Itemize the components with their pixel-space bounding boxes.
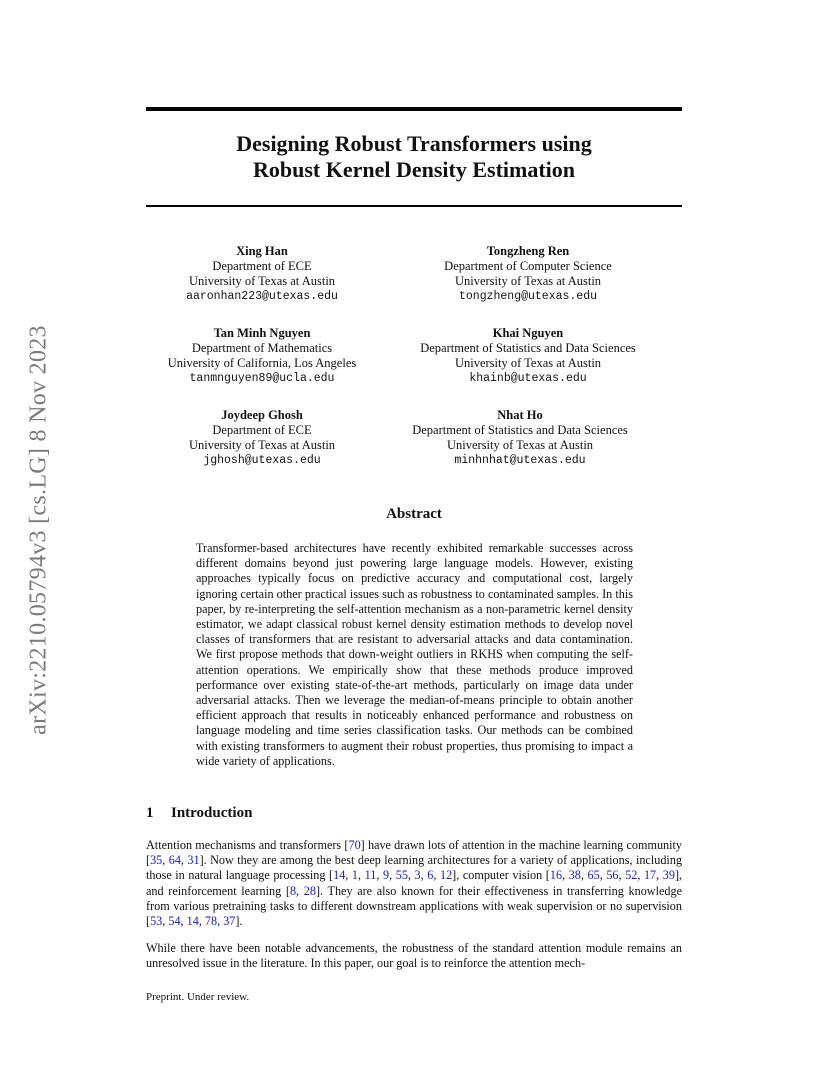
- text-run: ]. They are also known for their effectiveness in transferring knowledge from various pretraining tasks to different downstream applications with weak supervision or no supervision [: [146, 883, 682, 929]
- citation-link[interactable]: 56: [606, 868, 619, 883]
- author-institution: University of Texas at Austin: [446, 438, 594, 452]
- text-run: ,: [618, 868, 626, 883]
- author-name: Joydeep Ghosh: [221, 408, 303, 422]
- text-run: ,: [433, 868, 440, 883]
- text-run: ,: [420, 868, 428, 883]
- citation-link[interactable]: 16: [549, 868, 563, 883]
- citation-link[interactable]: 37: [223, 914, 236, 929]
- citation-link[interactable]: 9: [383, 868, 390, 883]
- citation-link[interactable]: 3: [414, 868, 421, 883]
- text-run: ,: [345, 868, 352, 883]
- text-run: ,: [580, 868, 588, 883]
- citation-link[interactable]: 31: [187, 853, 200, 868]
- citation-link[interactable]: 38: [568, 868, 581, 883]
- text-run: ,: [180, 853, 188, 868]
- text-run: ,: [358, 868, 365, 883]
- author-department: Department of Statistics and Data Sciences: [412, 423, 628, 437]
- author-institution: University of Texas at Austin: [188, 438, 336, 452]
- intro-paragraph-1: [146, 838, 682, 929]
- citation-link[interactable]: 17: [643, 868, 657, 883]
- citation-link[interactable]: 1: [351, 868, 358, 883]
- author-block: [398, 244, 658, 304]
- text-run: ,: [162, 914, 169, 929]
- citation-link[interactable]: 39: [662, 868, 675, 883]
- text-run: ,: [562, 868, 569, 883]
- text-run: ,: [637, 868, 644, 883]
- text-run: ]. Now they are among the best deep learning architectures for a variety of applications, including those in natural language processing [: [146, 853, 682, 883]
- author-department: Department of Mathematics: [191, 341, 333, 355]
- citation-link[interactable]: 52: [625, 868, 638, 883]
- text-run: ,: [180, 914, 187, 929]
- abstract-heading: Abstract: [386, 506, 442, 522]
- author-block: [132, 326, 392, 386]
- author-block: [390, 326, 666, 386]
- citation-link[interactable]: 54: [168, 914, 181, 929]
- text-run: ,: [656, 868, 663, 883]
- footer-note: Preprint. Under review.: [146, 991, 250, 1003]
- author-department: Department of ECE: [212, 259, 312, 273]
- author-name: Xing Han: [236, 244, 288, 258]
- text-run: ,: [599, 868, 607, 883]
- author-email[interactable]: aaronhan223@utexas.edu: [186, 290, 338, 303]
- author-block: [382, 408, 658, 468]
- author-department: Department of ECE: [212, 423, 312, 437]
- author-block: [132, 408, 392, 468]
- citation-link[interactable]: 55: [395, 868, 408, 883]
- section-title: Introduction: [171, 805, 253, 821]
- text-run: ,: [389, 868, 396, 883]
- author-institution: University of Texas at Austin: [188, 274, 336, 288]
- section-heading: [146, 805, 252, 822]
- author-email[interactable]: minhnhat@utexas.edu: [454, 454, 586, 467]
- author-block: [132, 244, 392, 304]
- title-top-rule: [146, 107, 682, 111]
- paragraph: While there have been notable advancements, the robustness of the standard attention module remains an unresolved issue in the literature. In this paper, our goal is to reinforce the attention mech-: [146, 941, 682, 971]
- author-institution: University of Texas at Austin: [454, 274, 602, 288]
- title-line-1: Designing Robust Transformers using: [236, 131, 592, 156]
- paragraph: [146, 838, 682, 929]
- title-line-2: Robust Kernel Density Estimation: [252, 157, 576, 182]
- text-run: ,: [376, 868, 383, 883]
- text-run: ,: [407, 868, 415, 883]
- citation-link[interactable]: 12: [439, 868, 453, 883]
- text-run: Attention mechanisms and transformers [: [146, 838, 349, 852]
- author-email[interactable]: tanmnguyen89@ucla.edu: [189, 372, 335, 385]
- title-bottom-rule: [146, 205, 682, 207]
- text-run: ,: [162, 853, 169, 868]
- section-number: 1: [146, 805, 154, 821]
- text-run: ], and reinforcement learning [: [146, 868, 683, 898]
- author-name: Nhat Ho: [497, 408, 543, 422]
- citation-link[interactable]: 14: [186, 914, 199, 929]
- author-institution: University of Texas at Austin: [454, 356, 602, 370]
- citation-link[interactable]: 8: [289, 883, 297, 898]
- arxiv-identifier: arXiv:2210.05794v3 [cs.LG] 8 Nov 2023: [25, 325, 52, 735]
- text-run: ].: [235, 914, 243, 929]
- text-run: ] have drawn lots of attention in the machine learning community [: [146, 838, 683, 868]
- author-department: Department of Computer Science: [444, 259, 612, 273]
- text-run: ,: [198, 914, 205, 929]
- paper-title: [146, 131, 682, 183]
- text-run: ], computer vision [: [452, 868, 550, 883]
- citation-link[interactable]: 53: [150, 914, 163, 929]
- abstract-body: [196, 541, 633, 769]
- author-department: Department of Statistics and Data Sciences: [420, 341, 636, 355]
- abstract-text: Transformer-based architectures have recently exhibited remarkable successes across different domains beyond just powering large language models. However, existing approaches typically focus on predictive accuracy and computational cost, largely ignoring certain other practical issues such as robustness to contaminated samples. In this paper, by re-interpreting the self-attention mechanism as a non-parametric kernel density estimator, we adapt classical robust kernel density estimation methods to develop novel classes of transformers that are resistant to adversarial attacks and data contamination. We first propose methods that down-weight outliers in RKHS when computing the self-attention operations. We empirically show that these methods produce improved performance over existing state-of-the-art methods, particularly on image data under adversarial attacks. Then we leverage the median-of-means principle to obtain another efficient approach that results in noticeably enhanced performance and robustness on language modeling and time series classification tasks. Our methods can be combined with existing transformers to augment their robust properties, thus promising to impact a wide variety of applications.: [196, 541, 633, 768]
- citation-link[interactable]: 35: [150, 853, 163, 868]
- author-name: Tan Minh Nguyen: [213, 326, 311, 340]
- citation-link[interactable]: 14: [333, 868, 346, 883]
- author-institution: University of California, Los Angeles: [167, 356, 357, 370]
- author-email[interactable]: jghosh@utexas.edu: [203, 454, 321, 467]
- author-name: Khai Nguyen: [492, 326, 564, 340]
- citation-link[interactable]: 11: [364, 868, 377, 883]
- citation-link[interactable]: 64: [168, 853, 181, 868]
- citation-link[interactable]: 28: [303, 883, 316, 898]
- text-run: ,: [217, 914, 224, 929]
- text-run: ,: [296, 883, 304, 898]
- author-email[interactable]: tongzheng@utexas.edu: [458, 290, 598, 303]
- citation-link[interactable]: 65: [587, 868, 600, 883]
- citation-link[interactable]: 6: [427, 868, 434, 883]
- author-email[interactable]: khainb@utexas.edu: [469, 372, 587, 385]
- intro-paragraph-2: [146, 941, 682, 971]
- author-name: Tongzheng Ren: [486, 244, 570, 258]
- citation-link[interactable]: 70: [348, 838, 361, 852]
- citation-link[interactable]: 78: [204, 914, 218, 929]
